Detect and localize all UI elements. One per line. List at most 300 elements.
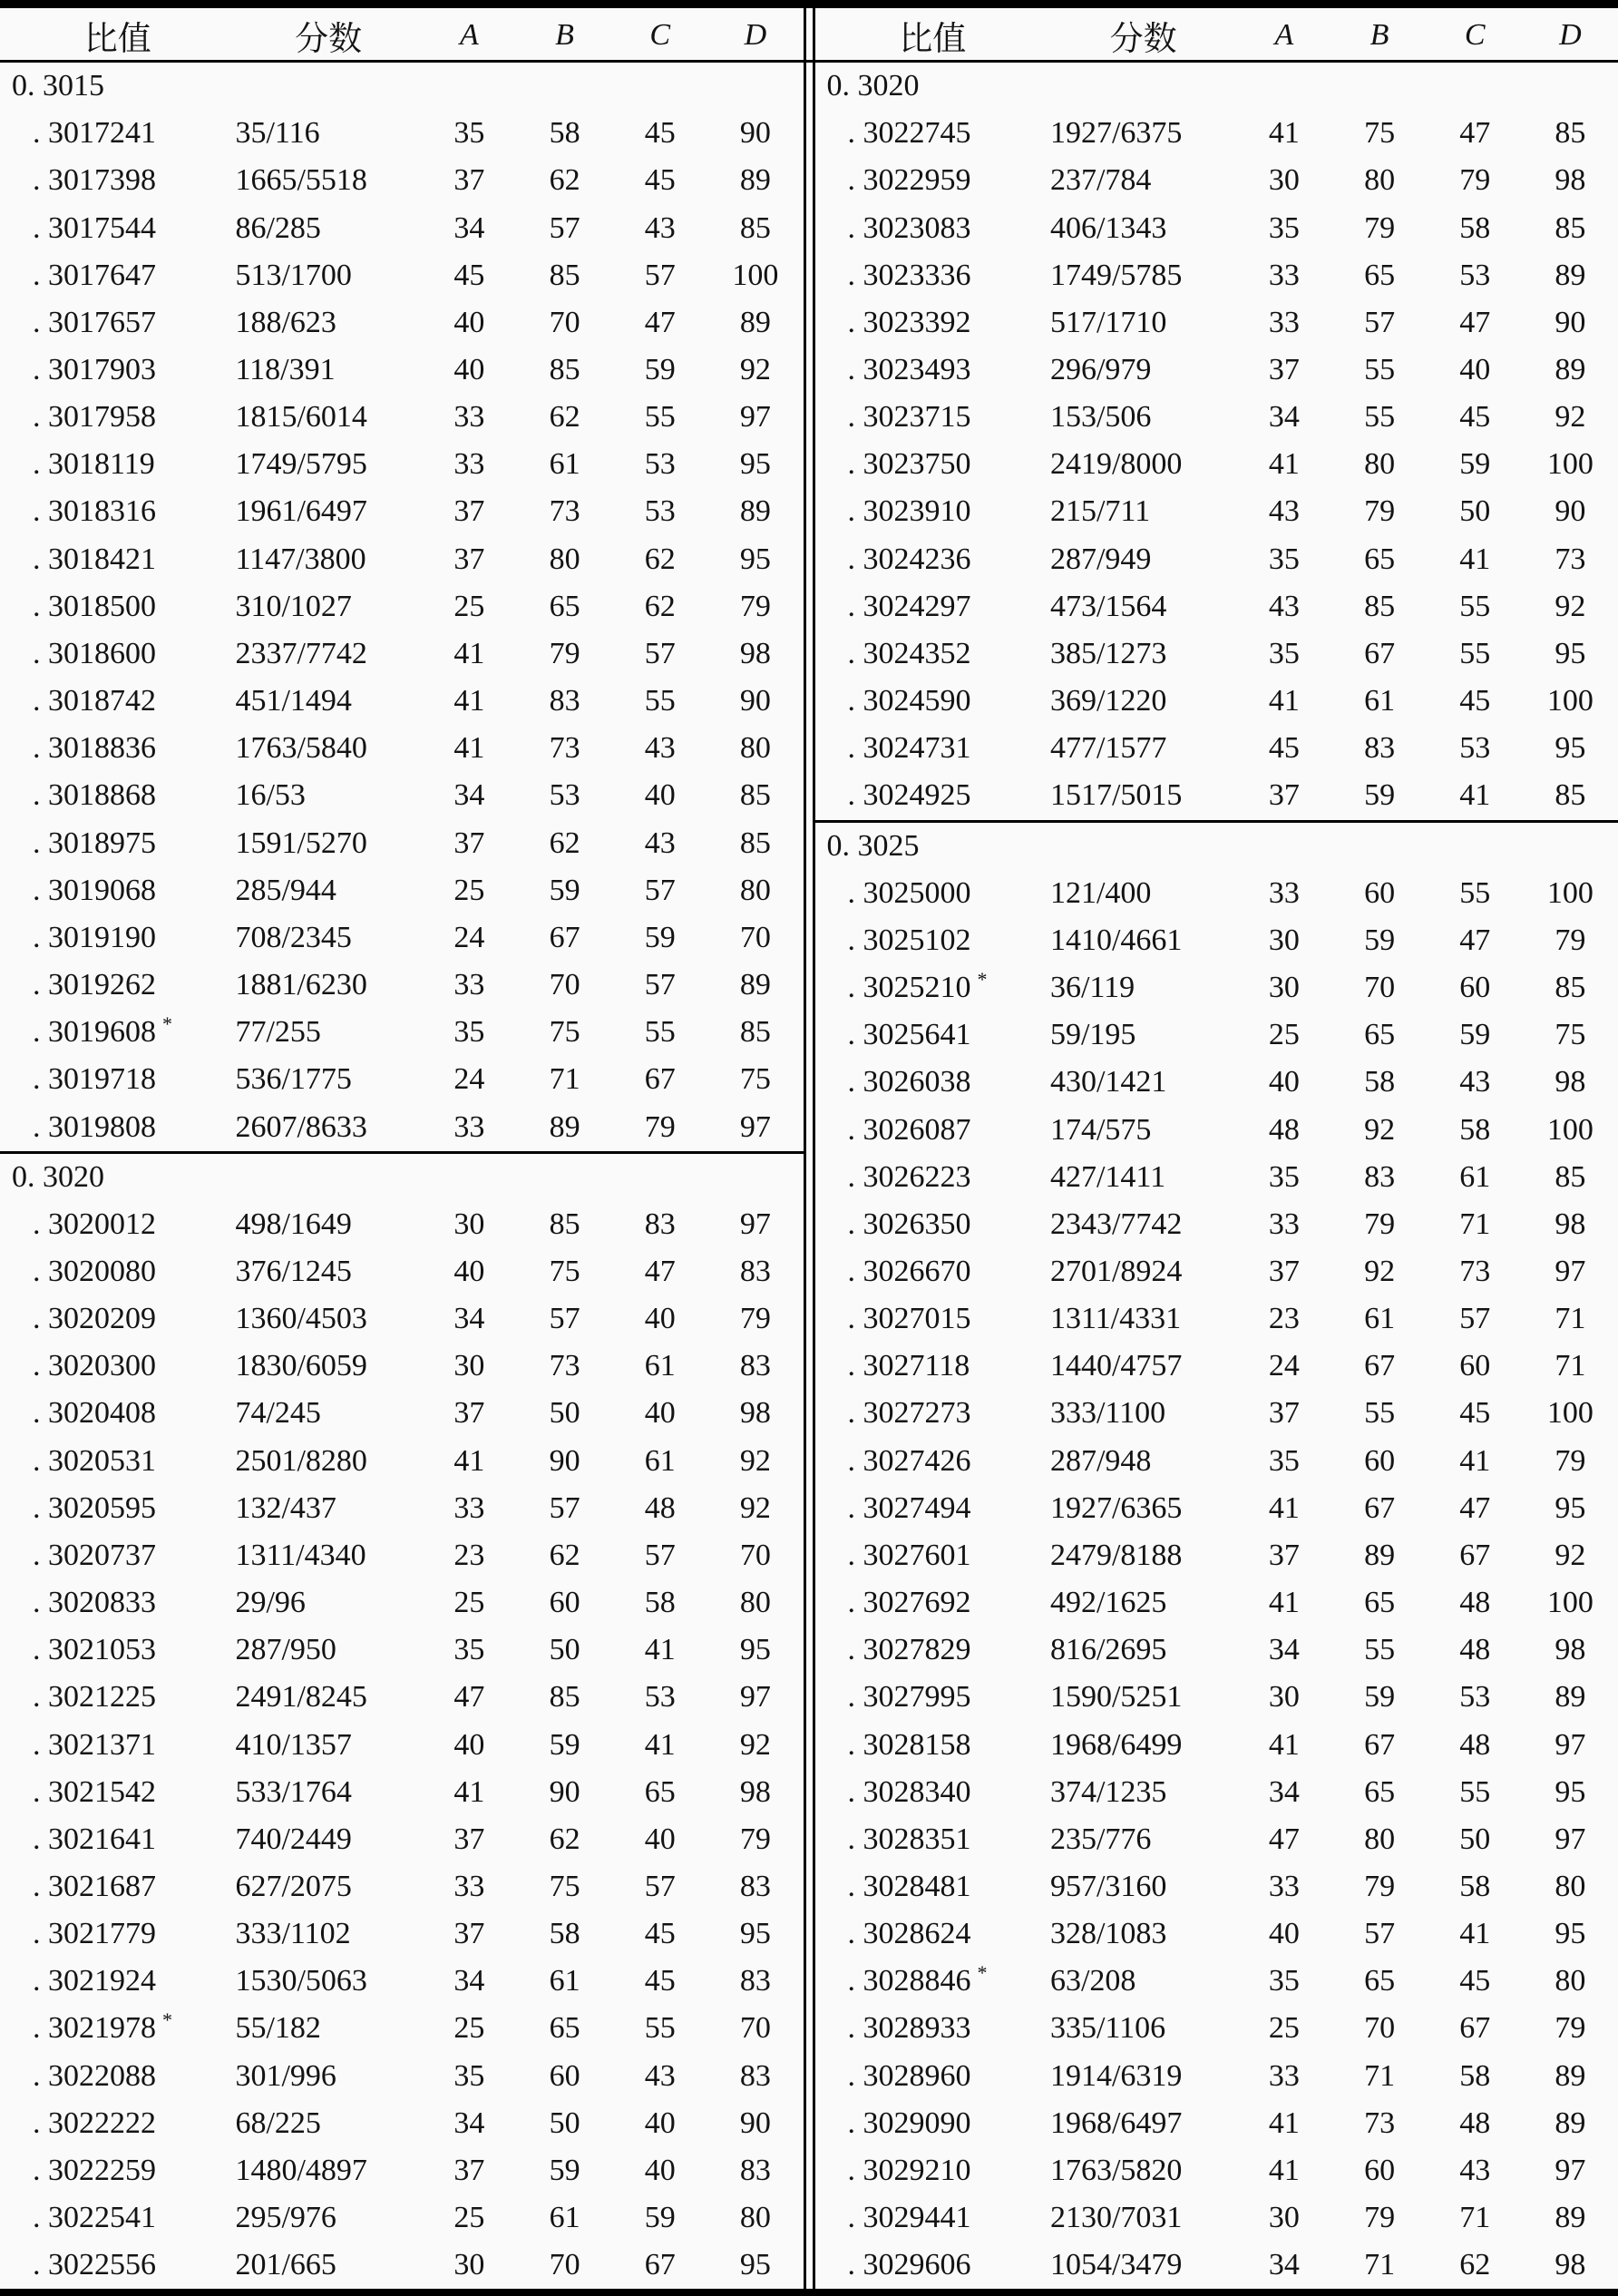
value-cell-d: 80 [739,731,771,766]
value-cell-d: 95 [739,1633,771,1667]
fraction-cell: 536/1775 [235,1062,352,1097]
ratio-cell: . 3029441 [847,2201,971,2235]
value-cell-b: 62 [549,1538,580,1572]
ratio-cell: . 3019608 * [33,1011,172,1050]
value-cell-a: 30 [453,1349,485,1383]
value-cell-a: 33 [453,1870,485,1904]
value-cell-d: 83 [739,1254,771,1288]
value-cell-d: 92 [739,1490,771,1525]
value-cell-c: 45 [644,163,676,198]
ratio-cell: . 3025641 [847,1018,971,1052]
value-cell-a: 48 [1268,1112,1300,1147]
table-row [0,772,804,819]
table-row [815,1910,1618,1958]
fraction-cell: 1591/5270 [235,826,367,860]
value-cell-d: 85 [1555,1159,1586,1194]
fraction-cell: 410/1357 [235,1727,352,1762]
value-cell-d: 95 [739,2248,771,2282]
value-cell-d: 92 [1555,1538,1586,1572]
value-cell-a: 25 [1268,1018,1300,1052]
value-cell-a: 40 [453,353,485,387]
value-cell-b: 73 [549,731,580,766]
ratio-cell: . 3023750 [847,447,971,482]
column-header-b: B [1369,18,1389,52]
fraction-cell: 1815/6014 [235,400,367,435]
value-cell-d: 95 [739,1917,771,1951]
value-cell-c: 45 [644,1917,676,1951]
value-cell-b: 73 [1364,2105,1396,2140]
value-cell-b: 59 [549,1727,580,1762]
value-cell-b: 79 [1364,210,1396,245]
fraction-cell: 376/1245 [235,1254,352,1288]
value-cell-d: 89 [1555,2058,1586,2093]
value-cell-a: 33 [1268,875,1300,910]
value-cell-b: 57 [549,210,580,245]
value-cell-a: 35 [1268,1159,1300,1194]
table-row [815,1154,1618,1201]
fraction-cell: 498/1649 [235,1207,352,1241]
table-row [0,1201,804,1248]
value-cell-d: 70 [739,1538,771,1572]
value-cell-d: 79 [1555,1443,1586,1478]
value-cell-c: 58 [1459,2058,1491,2093]
value-cell-c: 43 [644,826,676,860]
fraction-cell: 118/391 [235,353,336,387]
value-cell-b: 80 [1364,1822,1396,1856]
table-row [0,678,804,725]
ratio-cell: . 3019262 [33,968,156,1002]
ratio-cell: . 3026350 [847,1207,971,1241]
table-row [0,1721,804,1768]
ratio-cell: . 3020531 [33,1443,156,1478]
fraction-cell: 287/948 [1049,1443,1152,1478]
value-cell-a: 25 [453,1586,485,1620]
ratio-cell: . 3024236 [847,542,971,576]
ratio-cell: . 3019718 [33,1062,156,1097]
value-cell-a: 25 [453,2011,485,2046]
value-cell-c: 61 [1459,1159,1491,1194]
fraction-cell: 2607/8633 [235,1109,367,1144]
fraction-cell: 406/1343 [1049,210,1167,245]
fraction-cell: 132/437 [235,1490,336,1525]
table-row [0,252,804,299]
fraction-cell: 215/711 [1049,494,1151,529]
value-cell-a: 23 [1268,1302,1300,1336]
value-cell-b: 65 [549,2011,580,2046]
fraction-cell: 153/506 [1049,400,1152,435]
ratio-cell: . 3020080 [33,1254,156,1288]
value-cell-b: 80 [549,542,580,576]
table-row [815,772,1618,819]
column-header-ratio: 比值 [899,21,967,58]
value-cell-c: 45 [1459,400,1491,435]
value-cell-b: 61 [549,1964,580,1998]
ratio-cell: . 3018421 [33,542,156,576]
value-cell-d: 98 [1555,1207,1586,1241]
value-cell-b: 65 [1364,1018,1396,1052]
value-cell-c: 67 [1459,1538,1491,1572]
ratio-cell: . 3027494 [847,1490,971,1525]
table-row [815,110,1618,157]
value-cell-b: 67 [1364,1727,1396,1762]
value-cell-a: 35 [1268,542,1300,576]
value-cell-c: 40 [644,2153,676,2187]
ratio-cell: . 3027829 [847,1633,971,1667]
table-row [815,1863,1618,1910]
value-cell-a: 35 [1268,1964,1300,1998]
value-cell-a: 40 [453,1727,485,1762]
value-cell-a: 37 [453,163,485,198]
value-cell-c: 83 [644,1207,676,1241]
value-cell-a: 30 [1268,163,1300,198]
value-cell-c: 62 [644,542,676,576]
ratio-cell: . 3020209 [33,1302,156,1336]
table-row [0,2242,804,2289]
fraction-cell: 1410/4661 [1049,923,1183,957]
ratio-cell: . 3017647 [33,258,156,292]
value-cell-b: 60 [1364,875,1396,910]
ratio-cell: . 3024731 [847,731,971,766]
value-cell-a: 24 [453,920,485,954]
value-cell-b: 70 [1364,971,1396,1005]
ratio-cell: . 3022259 [33,2153,156,2187]
value-cell-c: 62 [1459,2248,1491,2282]
value-cell-a: 34 [1268,1633,1300,1667]
ratio-cell: . 3029606 [847,2248,971,2282]
table-row [0,914,804,962]
value-cell-a: 35 [453,2058,485,2093]
fraction-cell: 328/1083 [1049,1917,1167,1951]
ratio-cell: . 3018119 [33,447,155,482]
fraction-cell: 2343/7742 [1049,1207,1183,1241]
value-cell-b: 50 [549,2105,580,2140]
section-header-label: 0. 3020 [12,1159,104,1194]
value-cell-d: 95 [1555,1917,1586,1951]
ratio-cell: . 3028158 [847,1727,971,1762]
value-cell-b: 61 [1364,1302,1396,1336]
fraction-cell: 1968/6499 [1049,1727,1183,1762]
value-cell-d: 89 [1555,258,1586,292]
table-row [815,1201,1618,1248]
value-cell-b: 75 [549,1015,580,1050]
table-row [815,964,1618,1011]
table-row [815,630,1618,678]
ratio-cell: . 3028340 [847,1774,971,1809]
value-cell-d: 80 [739,2201,771,2235]
panel-divider-gap [806,8,813,2289]
section-header-row [815,63,1618,110]
value-cell-c: 67 [644,1062,676,1097]
asterisk-marker: * [162,1011,172,1035]
value-cell-c: 61 [644,1349,676,1383]
value-cell-c: 55 [644,400,676,435]
value-cell-a: 33 [453,400,485,435]
value-cell-d: 90 [1555,305,1586,339]
value-cell-a: 30 [453,1207,485,1241]
value-cell-d: 97 [1555,2153,1586,2187]
value-cell-a: 25 [453,2201,485,2235]
value-cell-c: 59 [644,920,676,954]
ratio-cell: . 3025210 * [847,967,988,1005]
value-cell-b: 60 [1364,2153,1396,2187]
fraction-cell: 1763/5840 [235,731,367,766]
value-cell-c: 48 [644,1490,676,1525]
ratio-cell: . 3026038 [847,1065,971,1099]
fraction-cell: 301/996 [235,2058,336,2093]
table-row [815,2100,1618,2147]
value-cell-a: 43 [1268,494,1300,529]
value-cell-c: 43 [644,210,676,245]
value-cell-c: 47 [1459,116,1491,151]
value-cell-c: 67 [644,2248,676,2282]
value-cell-d: 83 [739,1349,771,1383]
table-row [815,204,1618,251]
value-cell-b: 59 [1364,923,1396,957]
value-cell-d: 100 [732,258,779,292]
value-cell-d: 80 [739,873,771,907]
value-cell-d: 90 [1555,494,1586,529]
value-cell-d: 89 [1555,353,1586,387]
value-cell-c: 45 [1459,1396,1491,1431]
ratio-cell: . 3019190 [33,920,156,954]
value-cell-b: 62 [549,826,580,860]
value-cell-a: 30 [453,2248,485,2282]
value-cell-c: 53 [644,1680,676,1715]
ratio-cell: . 3028960 [847,2058,971,2093]
ratio-cell: . 3027601 [847,1538,971,1572]
value-cell-c: 48 [1459,1633,1491,1667]
value-cell-c: 41 [1459,542,1491,576]
value-cell-a: 37 [453,826,485,860]
ratio-cell: . 3027995 [847,1680,971,1715]
value-cell-c: 61 [644,1443,676,1478]
table-row [0,1438,804,1485]
value-cell-b: 53 [549,778,580,813]
table-row [0,820,804,867]
value-cell-c: 79 [1459,163,1491,198]
fraction-cell: 1311/4340 [235,1538,366,1572]
value-cell-d: 90 [739,2105,771,2140]
value-cell-b: 85 [549,258,580,292]
value-cell-a: 41 [1268,1490,1300,1525]
column-header-b: B [555,18,574,52]
ratio-cell: . 3023392 [847,305,971,339]
value-cell-d: 98 [739,636,771,670]
value-cell-a: 45 [1268,731,1300,766]
value-cell-c: 71 [1459,2201,1491,2235]
value-cell-a: 41 [453,684,485,718]
value-cell-b: 59 [549,2153,580,2187]
value-cell-c: 43 [1459,2153,1491,2187]
value-cell-a: 37 [453,1822,485,1856]
fraction-cell: 473/1564 [1049,589,1167,623]
fraction-cell: 333/1100 [1049,1396,1166,1431]
value-cell-c: 59 [644,2201,676,2235]
value-cell-a: 35 [1268,1443,1300,1478]
value-cell-b: 90 [549,1443,580,1478]
table-row [0,1816,804,1863]
value-cell-a: 35 [453,116,485,151]
value-cell-b: 50 [549,1396,580,1431]
value-cell-a: 34 [453,210,485,245]
value-cell-b: 70 [549,305,580,339]
fraction-cell: 1881/6230 [235,968,367,1002]
table-row [815,488,1618,535]
ratio-cell: . 3028933 [847,2011,971,2046]
value-cell-c: 47 [644,305,676,339]
value-cell-c: 62 [644,589,676,623]
value-cell-c: 47 [644,1254,676,1288]
value-cell-c: 53 [644,494,676,529]
table-row [815,1390,1618,1437]
fraction-cell: 1530/5063 [235,1964,367,1998]
table-row [0,1248,804,1295]
value-cell-d: 85 [1555,971,1586,1005]
value-cell-a: 37 [1268,353,1300,387]
ratio-cell: . 3026223 [847,1159,971,1194]
value-cell-b: 70 [1364,2011,1396,2046]
ratio-cell: . 3024352 [847,636,971,670]
value-cell-d: 95 [739,447,771,482]
value-cell-a: 34 [1268,2248,1300,2282]
value-cell-c: 58 [644,1586,676,1620]
ratio-cell: . 3025102 [847,923,971,957]
fraction-cell: 430/1421 [1049,1065,1167,1099]
value-cell-d: 89 [739,968,771,1002]
value-cell-b: 90 [549,1774,580,1809]
table-row [815,917,1618,964]
table-row [0,1769,804,1816]
fraction-cell: 816/2695 [1049,1633,1167,1667]
value-cell-d: 97 [739,400,771,435]
value-cell-d: 100 [1546,684,1594,718]
value-cell-d: 85 [739,1015,771,1050]
value-cell-d: 71 [1555,1302,1586,1336]
value-cell-b: 61 [549,447,580,482]
fraction-cell: 1763/5820 [1049,2153,1183,2187]
fraction-cell: 1665/5518 [235,163,367,198]
fraction-cell: 1590/5251 [1049,1680,1183,1715]
table-row [815,678,1618,725]
table-row [0,583,804,630]
fraction-cell: 55/182 [235,2011,321,2046]
table-row [0,1343,804,1390]
value-cell-b: 67 [1364,636,1396,670]
value-cell-d: 79 [739,1822,771,1856]
value-cell-b: 71 [1364,2248,1396,2282]
value-cell-a: 41 [453,1443,485,1478]
value-cell-d: 85 [1555,116,1586,151]
value-cell-c: 40 [644,1396,676,1431]
value-cell-b: 50 [549,1633,580,1667]
panel-rows [815,63,1618,2289]
value-cell-a: 37 [453,494,485,529]
ratio-cell: . 3026087 [847,1112,971,1147]
ratio-cell: . 3023715 [847,400,971,435]
value-cell-c: 59 [644,353,676,387]
value-cell-b: 89 [549,1109,580,1144]
section-header-label: 0. 3025 [826,828,920,863]
value-cell-c: 57 [644,873,676,907]
value-cell-c: 48 [1459,1586,1491,1620]
table-row [815,1011,1618,1059]
value-cell-a: 41 [1268,1586,1300,1620]
value-cell-d: 95 [1555,1774,1586,1809]
value-cell-a: 33 [1268,2058,1300,2093]
value-cell-d: 83 [739,1964,771,1998]
ratio-cell: . 3021687 [33,1870,156,1904]
value-cell-c: 53 [1459,1680,1491,1715]
table-row [0,2100,804,2147]
value-cell-a: 47 [1268,1822,1300,1856]
value-cell-c: 57 [644,258,676,292]
fraction-cell: 235/776 [1049,1822,1152,1856]
fraction-cell: 2491/8245 [235,1680,367,1715]
value-cell-d: 89 [739,305,771,339]
fraction-cell: 369/1220 [1049,684,1167,718]
table-row [0,725,804,772]
value-cell-c: 67 [1459,2011,1491,2046]
ratio-cell: . 3027426 [847,1443,971,1478]
section-header-label: 0. 3015 [12,69,104,103]
value-cell-b: 62 [549,1822,580,1856]
table-row [0,110,804,157]
ratio-cell: . 3020595 [33,1490,156,1525]
fraction-cell: 63/208 [1049,1964,1136,1998]
table-row [0,1485,804,1532]
value-cell-b: 71 [549,1062,580,1097]
table-row [0,867,804,914]
ratio-cell: . 3023083 [847,210,971,245]
ratio-cell: . 3021779 [33,1917,156,1951]
table-row [815,1816,1618,1863]
ratio-cell: . 3024590 [847,684,971,718]
table-row [815,441,1618,488]
value-cell-d: 92 [1555,589,1586,623]
value-cell-b: 83 [549,684,580,718]
table-row [815,1532,1618,1579]
value-cell-d: 85 [1555,778,1586,813]
value-cell-d: 97 [1555,1254,1586,1288]
value-cell-a: 33 [453,1109,485,1144]
value-cell-b: 92 [1364,1112,1396,1147]
table-panel-left [0,8,806,2289]
table-row [815,1295,1618,1343]
fraction-cell: 1517/5015 [1049,778,1183,813]
table-row [815,1674,1618,1721]
value-cell-b: 67 [549,920,580,954]
value-cell-a: 41 [1268,116,1300,151]
table-row [815,299,1618,347]
table-row [815,1579,1618,1627]
value-cell-c: 65 [644,1774,676,1809]
value-cell-d: 89 [739,494,771,529]
value-cell-b: 73 [549,494,580,529]
table-row [0,488,804,535]
fraction-cell: 708/2345 [235,920,352,954]
value-cell-a: 41 [453,636,485,670]
ratio-cell: . 3018868 [33,778,156,813]
value-cell-c: 45 [1459,1964,1491,1998]
value-cell-d: 85 [1555,210,1586,245]
value-cell-b: 85 [549,1207,580,1241]
fraction-cell: 29/96 [235,1586,306,1620]
ratio-cell: . 3021924 [33,1964,156,1998]
value-cell-a: 35 [1268,210,1300,245]
value-cell-a: 30 [1268,971,1300,1005]
ratio-cell: . 3023493 [847,353,971,387]
ratio-cell: . 3018600 [33,636,156,670]
